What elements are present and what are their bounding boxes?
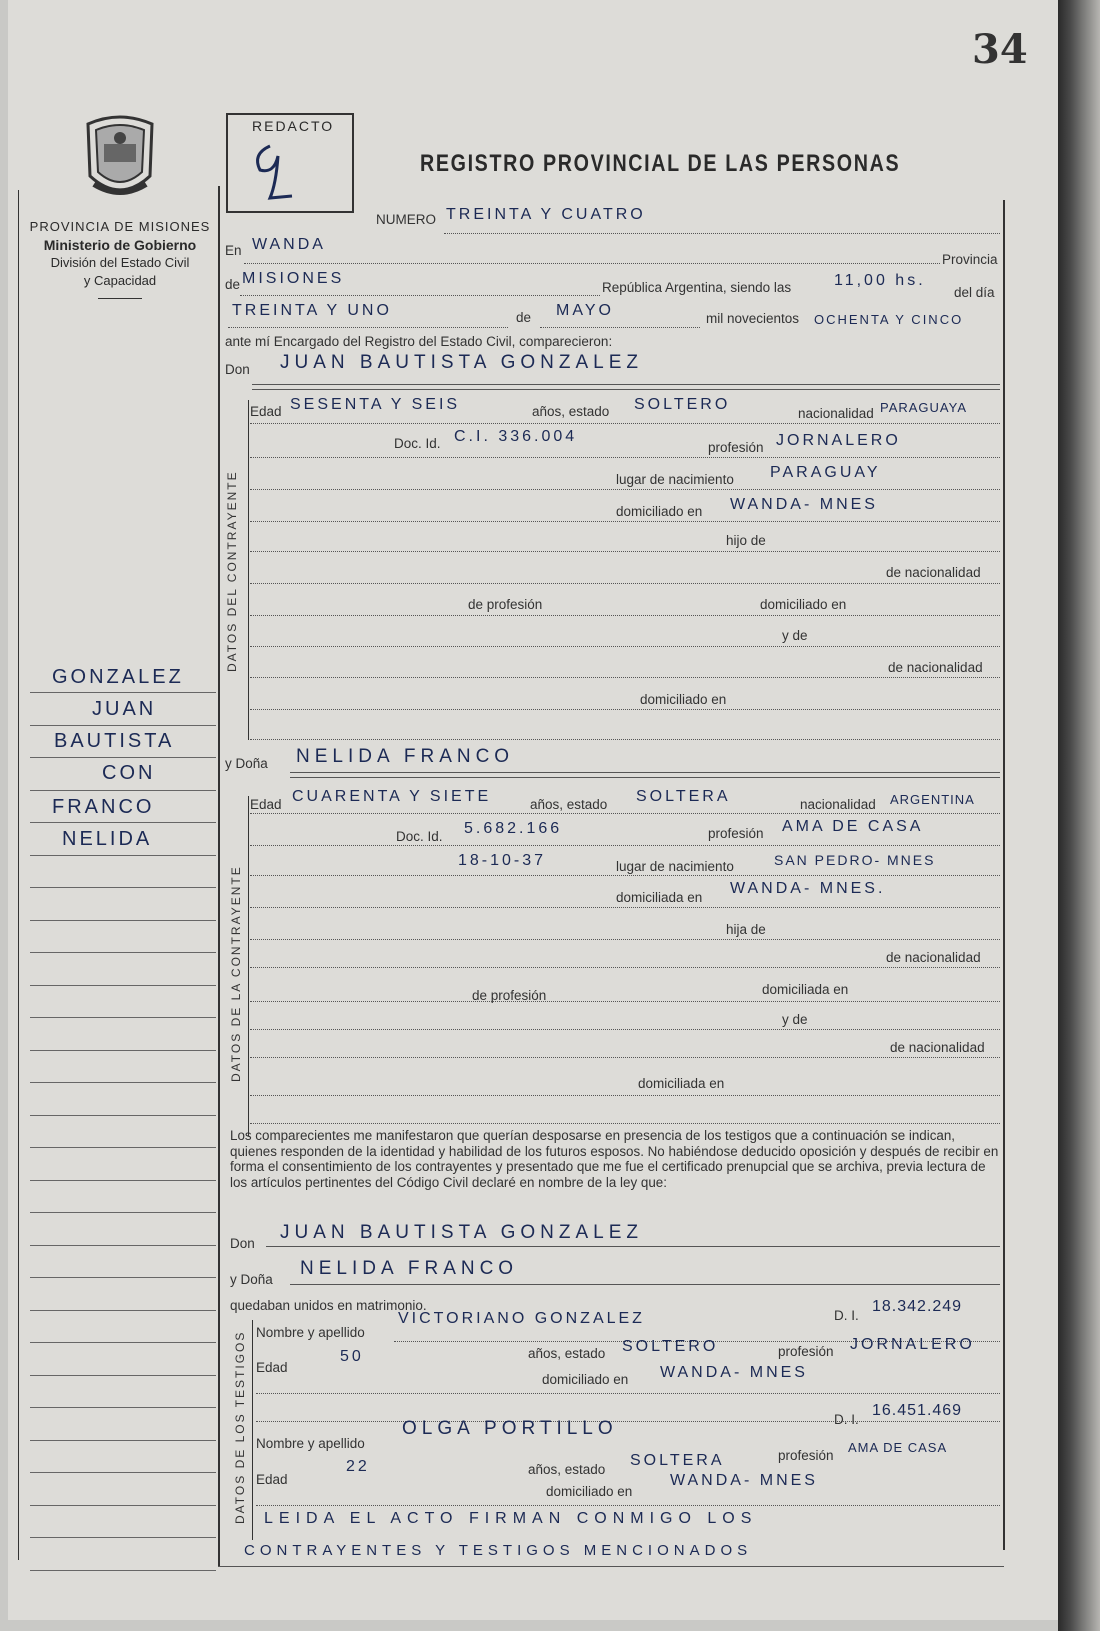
- margin-rule: [30, 1472, 216, 1473]
- t2-domiciliado-label: domiciliado en: [546, 1484, 633, 1499]
- union-don-value: JUAN BAUTISTA GONZALEZ: [280, 1222, 644, 1243]
- margin-note-line-1: GONZALEZ: [52, 666, 184, 688]
- margin-rule: [30, 1147, 216, 1148]
- contrayente-nacionalidad: PARAGUAYA: [880, 400, 968, 415]
- contrayenta-edad: CUARENTA Y SIETE: [292, 788, 492, 805]
- document-title: REGISTRO PROVINCIAL DE LAS PERSONAS: [420, 150, 901, 177]
- hijo-label: hijo de: [726, 533, 766, 548]
- frame-left: [218, 186, 220, 1566]
- margin-note-line-6: NELIDA: [62, 828, 153, 850]
- mes-de-label: de: [516, 310, 532, 325]
- contrayenta-estado: SOLTERA: [636, 788, 731, 805]
- contrayente-section-label: DATOS DEL CONTRAYENTE: [225, 470, 239, 672]
- t1-profesion-label: profesión: [778, 1344, 834, 1359]
- margin-rule: [30, 1082, 216, 1083]
- y-de-label: y de: [782, 628, 808, 643]
- t2-anios-label: años, estado: [528, 1462, 606, 1477]
- numero-value: TREINTA Y CUATRO: [446, 206, 646, 223]
- y-de-label-2: y de: [782, 1012, 808, 1027]
- t1-edad: 50: [340, 1348, 364, 1365]
- domiciliada-label-3: domiciliada en: [638, 1076, 725, 1091]
- union-don-label: Don: [230, 1236, 255, 1251]
- margin-rule: [30, 1245, 216, 1246]
- t2-di-label: D. I.: [834, 1412, 859, 1427]
- division-capacity: y Capacidad: [83, 273, 157, 288]
- t2-di: 16.451.469: [872, 1402, 963, 1419]
- republica-label: República Argentina, siendo las: [602, 280, 792, 295]
- nacionalidad-label-2: nacionalidad: [800, 797, 876, 812]
- lugar-label-2: lugar de nacimiento: [616, 859, 734, 874]
- margin-rule: [30, 1017, 216, 1018]
- margin-rule: [30, 985, 216, 986]
- t1-domicilio: WANDA- MNES: [660, 1364, 808, 1381]
- testigos-section-label: DATOS DE LOS TESTIGOS: [233, 1330, 247, 1524]
- t2-domicilio: WANDA- MNES: [670, 1472, 818, 1489]
- contrayenta-domicilio: WANDA- MNES.: [730, 880, 886, 897]
- margin-note-line-2: JUAN: [92, 698, 157, 720]
- margin-rule: [30, 1375, 216, 1376]
- domiciliada-label-2: domiciliada en: [762, 982, 849, 997]
- domiciliado-label-2: domiciliado en: [760, 597, 847, 612]
- margin-rule: [30, 1407, 216, 1408]
- profesion-label-2: profesión: [708, 826, 764, 841]
- de-nacionalidad-label-4: de nacionalidad: [890, 1040, 985, 1055]
- t1-di-label: D. I.: [834, 1308, 859, 1323]
- margin-rule: [30, 1212, 216, 1213]
- doc-label: Doc. Id.: [394, 436, 441, 451]
- edad-label-2: Edad: [250, 797, 282, 812]
- book-spine-shadow: [1058, 0, 1100, 1631]
- t2-edad-label: Edad: [256, 1472, 288, 1487]
- mes-value: MAYO: [556, 302, 614, 319]
- t2-nombre: OLGA PORTILLO: [402, 1418, 618, 1439]
- provincial-seal-icon: [80, 114, 160, 200]
- t1-domiciliado-label: domiciliado en: [542, 1372, 629, 1387]
- lugar-label: lugar de nacimiento: [616, 472, 734, 487]
- t1-estado: SOLTERO: [622, 1338, 719, 1355]
- contrayente-estado: SOLTERO: [634, 396, 731, 413]
- margin-note-line-5: FRANCO: [52, 796, 155, 818]
- t1-profesion: JORNALERO: [850, 1336, 975, 1353]
- t1-nombre-label: Nombre y apellido: [256, 1325, 365, 1340]
- domiciliada-label: domiciliada en: [616, 890, 703, 905]
- margin-note-line-4: CON: [102, 762, 156, 784]
- t2-estado: SOLTERA: [630, 1452, 725, 1469]
- domiciliado-label: domiciliado en: [616, 504, 703, 519]
- margin-rule: [30, 1115, 216, 1116]
- de-nacionalidad-label-2: de nacionalidad: [888, 660, 983, 675]
- margin-rule: [30, 725, 216, 726]
- contrayenta-fecha: 18-10-37: [458, 852, 547, 869]
- contrayenta-doc: 5.682.166: [464, 820, 563, 837]
- nacionalidad-label: nacionalidad: [798, 406, 874, 421]
- t1-anios-label: años, estado: [528, 1346, 606, 1361]
- contrayente-doc: C.I. 336.004: [454, 428, 578, 445]
- cierre-line-1: LEIDA EL ACTO FIRMAN CONMIGO LOS: [264, 1510, 758, 1527]
- localidad-value: WANDA: [252, 236, 326, 253]
- anios-label: años, estado: [532, 404, 610, 419]
- provincia-label: Provincia: [942, 252, 998, 267]
- contrayente-lugar: PARAGUAY: [770, 464, 881, 481]
- contrayente-edad: SESENTA Y SEIS: [290, 396, 461, 413]
- en-label: En: [225, 243, 242, 258]
- hija-label: hija de: [726, 922, 766, 937]
- hora-value: 11,00 hs.: [834, 272, 926, 289]
- contrayenta-nacionalidad: ARGENTINA: [890, 792, 975, 807]
- de-label: de: [225, 277, 241, 292]
- mil-label: mil novecientos: [706, 311, 800, 326]
- dia-label: del día: [954, 285, 995, 300]
- anios-label-2: años, estado: [530, 797, 608, 812]
- margin-note-line-3: BAUTISTA: [54, 730, 175, 752]
- quedaban-label: quedaban unidos en matrimonio.: [230, 1298, 427, 1313]
- t2-nombre-label: Nombre y apellido: [256, 1436, 365, 1451]
- t2-edad: 22: [346, 1458, 370, 1475]
- province-name: PROVINCIA DE MISIONES: [29, 219, 211, 234]
- contrayenta-section-label: DATOS DE LA CONTRAYENTE: [229, 865, 243, 1082]
- division-name: División del Estado Civil: [50, 255, 190, 270]
- margin-rule: [30, 1277, 216, 1278]
- margin-rule: [30, 1570, 216, 1571]
- margin-rule: [30, 1342, 216, 1343]
- frame-right: [1003, 200, 1005, 1550]
- margin-rule: [30, 887, 216, 888]
- doc-label-2: Doc. Id.: [396, 829, 443, 844]
- page-number: 34: [972, 26, 1028, 73]
- margin-rule: [30, 952, 216, 953]
- anio-value: OCHENTA Y CINCO: [814, 312, 964, 327]
- contrayenta-profesion: AMA DE CASA: [782, 818, 924, 835]
- t1-nombre: VICTORIANO GONZALEZ: [398, 1310, 645, 1327]
- margin-rule: [30, 1440, 216, 1441]
- edad-label: Edad: [250, 404, 282, 419]
- margin-rule: [30, 1537, 216, 1538]
- cierre-line-2: CONTRAYENTES Y TESTIGOS MENCIONADOS: [244, 1542, 753, 1559]
- office-header: [22, 218, 218, 299]
- contrayente-profesion: JORNALERO: [776, 432, 901, 449]
- union-dona-value: NELIDA FRANCO: [300, 1258, 519, 1279]
- margin-rule: [30, 790, 216, 791]
- margin-rule: [30, 855, 216, 856]
- margin-rule: [30, 692, 216, 693]
- dona-label: y Doña: [225, 756, 268, 771]
- t2-profesion: AMA DE CASA: [848, 1440, 948, 1455]
- dia-value: TREINTA Y UNO: [232, 302, 392, 319]
- margin-rule: [30, 920, 216, 921]
- ministry-name: Ministerio de Gobierno: [43, 237, 197, 253]
- union-dona-label: y Doña: [230, 1272, 273, 1287]
- de-nacionalidad-label: de nacionalidad: [886, 565, 981, 580]
- contrayenta-nombre: NELIDA FRANCO: [296, 746, 515, 767]
- ante-label: ante mí Encargado del Registro del Estado Civil, comparecieron:: [225, 334, 613, 349]
- domiciliado-label-3: domiciliado en: [640, 692, 727, 707]
- profesion-label: profesión: [708, 440, 764, 455]
- t2-profesion-label: profesión: [778, 1448, 834, 1463]
- contrayente-nombre: JUAN BAUTISTA GONZALEZ: [280, 352, 644, 373]
- margin-rule: [30, 1050, 216, 1051]
- declaration-paragraph: Los comparecientes me manifestaron que querían desposarse en presencia de los testigos que a continuación se indican, quienes responden de la identidad y habilidad de los futuros esposos. No habiéndose deducido oposición y después de recibir en forma el consentimiento de los contrayentes y presentado que me fue el certificado prenupcial que se archiva, previa lectura de los artículos pertinentes del Código Civil declaré en nombre de la ley que:: [230, 1128, 999, 1190]
- de-profesion-label: de profesión: [468, 597, 543, 612]
- margin-rule: [30, 822, 216, 823]
- margin-rule: [30, 1180, 216, 1181]
- contrayente-domicilio: WANDA- MNES: [730, 496, 878, 513]
- numero-label: NUMERO: [376, 212, 436, 227]
- redacto-signature-icon: [240, 134, 320, 206]
- redacto-label: REDACTO: [252, 118, 335, 134]
- don-label: Don: [225, 362, 250, 377]
- t1-edad-label: Edad: [256, 1360, 288, 1375]
- de-profesion-label-2: de profesión: [472, 988, 547, 1003]
- contrayenta-lugar: SAN PEDRO- MNES: [774, 852, 936, 868]
- de-nacionalidad-label-3: de nacionalidad: [886, 950, 981, 965]
- margin-rule: [30, 1310, 216, 1311]
- provincia-value: MISIONES: [242, 270, 345, 287]
- t1-di: 18.342.249: [872, 1298, 963, 1315]
- margin-rule: [30, 757, 216, 758]
- margin-rule: [30, 1505, 216, 1506]
